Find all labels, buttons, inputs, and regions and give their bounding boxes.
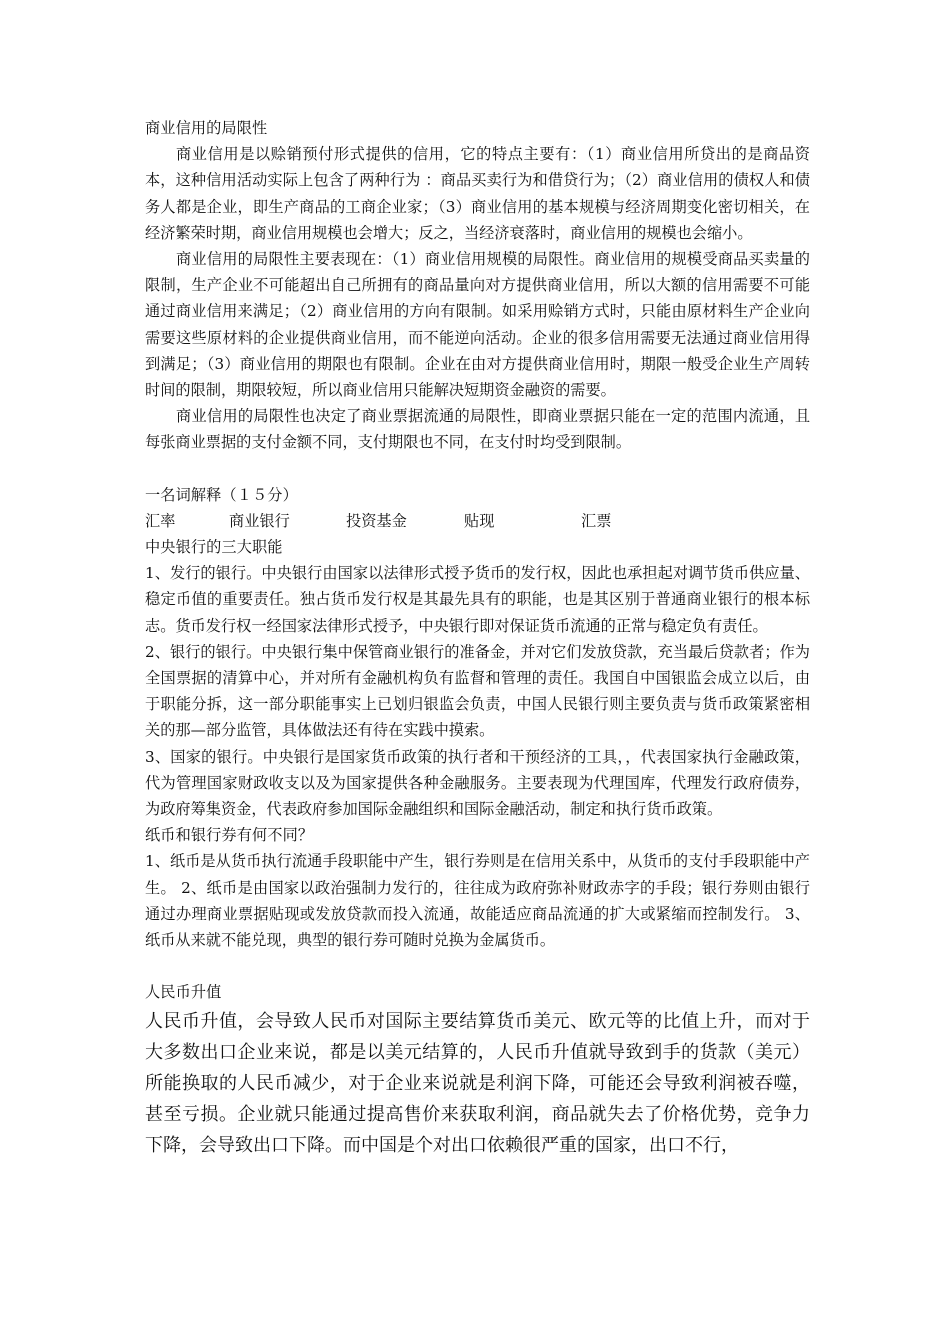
section-title-rmb-appreciation: 人民币升值: [145, 983, 222, 1002]
paragraph-commercial-credit-features: 商业信用是以赊销预付形式提供的信用，它的特点主要有：（1）商业信用所贷出的是商品资本，这种信用活动实际上包含了两种行为 ：商品买卖行为和借贷行为；（2）商业信用的债权人和债务人都是企业，即生产商品的工商企业家；（3）商业信用的基本规模与经济周期变化密切相关，在经济繁荣时期，商业信用规模也会增大；反之，当经济衰落时，商业信用的规模也会缩小。: [145, 145, 810, 242]
paragraph-bank-of-banks: 2、银行的银行。中央银行集中保管商业银行的准备金，并对它们发放贷款，充当最后贷款者；作为全国票据的清算中心，并对所有金融机构负有监督和管理的责任。我国自中国银监会成立以后，由于职能分拆，这一部分职能事实上已划归银监会负责，中国人民银行则主要负责与货币政策紧密相关的那—部分监管，具体做法还有待在实践中摸索。: [145, 642, 810, 740]
paragraph-rmb-appreciation: 人民币升值，会导致人民币对国际主要结算货币美元、欧元等的比值上升，而对于大多数出口企业来说，都是以美元结算的，人民币升值就导致到手的货款（美元）所能换取的人民币减少，对于企业来说就是利润下降，可能还会导致利润被吞噬，甚至亏损。企业就只能通过提高售价来获取利润，商品就失去了价格优势，竞争力下降，会导致出口下降。而中国是个对出口依赖很严重的国家，出口不行，: [145, 1010, 810, 1156]
term-list: [145, 508, 810, 534]
term-item: 汇率: [145, 511, 176, 530]
section-title-commercial-credit: 商业信用的局限性: [145, 119, 268, 137]
term-item: 汇票: [581, 511, 612, 530]
blank-line: [145, 953, 810, 979]
paragraph-bank-of-issue: 1、发行的银行。中央银行由国家以法律形式授予货币的发行权，因此也承担起对调节货币供应量、稳定币值的重要责任。独占货币发行权是其最先具有的职能，也是其区别于普通商业银行的根本标志。货币发行权一经国家法律形式授予，中央银行即对保证货币流通的正常与稳定负有责任。: [145, 564, 810, 635]
document-page: [145, 115, 810, 1161]
term-item: 贴现: [464, 511, 495, 530]
section-title-paper-money: 纸币和银行券有何不同？: [145, 826, 314, 845]
paragraph-commercial-paper-limitations: 商业信用的局限性也决定了商业票据流通的局限性，即商业票据只能在一定的范围内流通，且每张商业票据的支付金额不同，支付期限也不同，在支付时均受到限制。: [145, 407, 810, 452]
term-item: 商业银行: [229, 511, 290, 530]
section-title-central-bank: 中央银行的三大职能: [145, 538, 283, 557]
paragraph-bank-of-state: 3、国家的银行。中央银行是国家货币政策的执行者和干预经济的工具，，代表国家执行金融政策，代为管理国家财政收支以及为国家提供各种金融服务。主要表现为代理国库，代理发行政府债券，为政府筹集资金，代表政府参加国际金融组织和国际金融活动，制定和执行货币政策。: [145, 747, 810, 819]
paragraph-commercial-credit-limitations: 商业信用的局限性主要表现在：（1）商业信用规模的局限性。商业信用的规模受商品买卖量的限制，生产企业不可能超出自己所拥有的商品量向对方提供商业信用，所以大额的信用需要不可能通过商业信用来满足；（2）商业信用的方向有限制。如采用赊销方式时，只能由原材料生产企业向需要这些原材料的企业提供商业信用，而不能逆向活动。企业的很多信用需要无法通过商业信用得到满足；（3）商业信用的期限也有限制。企业在由对方提供商业信用时，期限一般受企业生产周转时间的限制，期限较短，所以商业信用只能解决短期资金融资的需要。: [145, 250, 810, 400]
term-item: 投资基金: [346, 511, 407, 530]
paragraph-paper-money-vs-banknote: 1、纸币是从货币执行流通手段职能中产生，银行券则是在信用关系中，从货币的支付手段职能中产生。 2、纸币是由国家以政治强制力发行的，往往成为政府弥补财政赤字的手段；银行券则由银行通过办理商业票据贴现或发放贷款而投入流通，故能适应商品流通的扩大或紧缩而控制发行。 3、纸币从来就不能兑现，典型的银行券可随时兑换为金属货币。: [145, 852, 810, 950]
blank-line: [145, 456, 810, 482]
section-title-term-definitions: 一名词解释（１５分）: [145, 485, 298, 504]
